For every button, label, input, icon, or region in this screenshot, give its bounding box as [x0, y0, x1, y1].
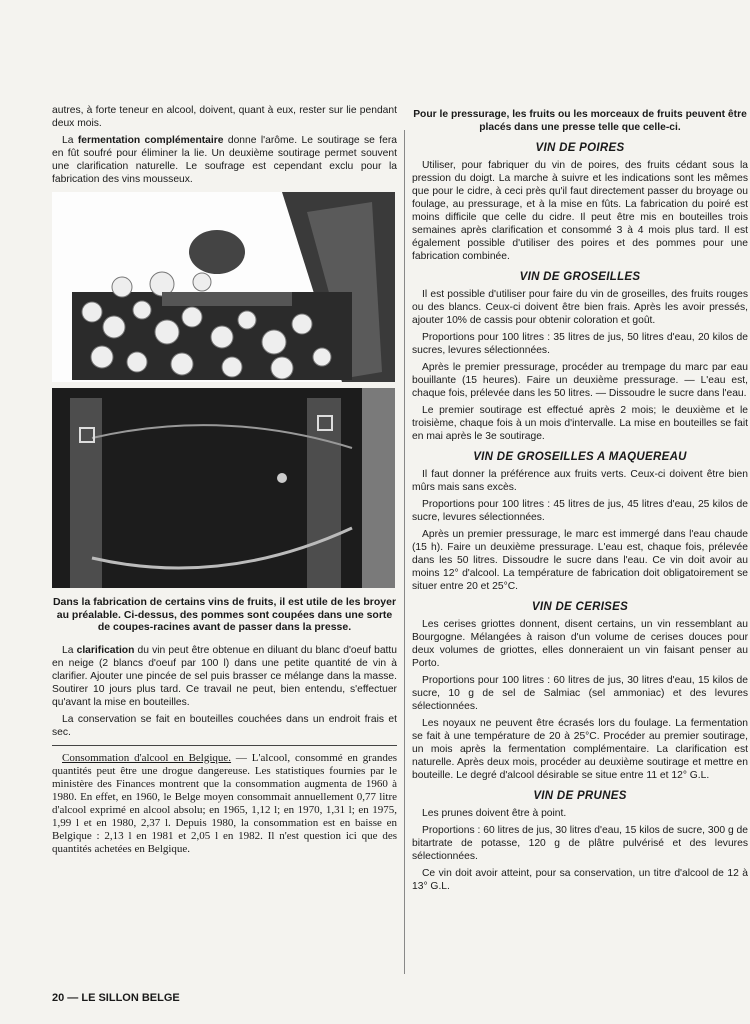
- heading-prunes: VIN DE PRUNES: [533, 790, 627, 802]
- paragraph-fermentation: La fermentation complémentaire donne l'arôme. Le soutirage se fera en fût soufré pour éliminer la lie. Un deuxième soutirage permet souvent une clarification naturelle. Le soufrage est cependant exclu pour la fabrication des vins mousseux.: [52, 135, 397, 185]
- right-column: [412, 108, 748, 897]
- paragraph-clarification: La clarification du vin peut être obtenue en diluant du blanc d'oeuf battu en neige (2 blancs d'oeuf par 100 l) dans une petite quantité de vin à clarifier. Ajouter une pincée de sel puis brasser ce mélange dans la masse. Soutirer 10 jours plus tard. Ce travail ne peut, bien entendu, s'effectuer qu'avant la mise en bouteilles.: [52, 644, 397, 708]
- paragraph-groseilles-3: Après le premier pressurage, procéder au trempage du marc par eau bouillante (15 heures). Faire un deuxième pressurage. — L'eau est, chaque fois, prélevée dans les 50 litres. — Dissoudre le sucre dans l'eau.: [412, 362, 748, 399]
- heading-poires: VIN DE POIRES: [535, 142, 625, 154]
- paragraph-conservation: La conservation se fait en bouteilles couchées dans un endroit frais et sec.: [52, 713, 397, 738]
- paragraph-prunes-1: Les prunes doivent être à point.: [422, 808, 567, 819]
- paragraph-maquereau-1: Il faut donner la préférence aux fruits verts. Ceux-ci doivent être bien mûrs mais sans excès.: [412, 469, 748, 493]
- photo-apples: [52, 192, 395, 382]
- heading-groseilles: VIN DE GROSEILLES: [519, 271, 641, 283]
- paragraph-cerises-1: Les cerises griottes donnent, disent certains, un vin ressemblant au Bourgogne. Mélangées à raison d'un volume de cerises douces pour deux volumes de griottes, elles donneraient un vin faisant penser au Porto.: [412, 619, 748, 669]
- paragraph-cerises-2: Proportions pour 100 litres : 60 litres de jus, 30 litres d'eau, 15 kilos de sucre, 10 g de sel de Salmiac (sel ammoniac) et des levures sélectionnées.: [412, 675, 748, 712]
- paragraph-maquereau-2: Proportions pour 100 litres : 45 litres de jus, 45 litres d'eau, 25 kilos de sucre, levures sélectionnées.: [412, 499, 748, 523]
- heading-cerises: VIN DE CERISES: [531, 601, 629, 613]
- paragraph-prunes-3: Ce vin doit avoir atteint, pour sa conservation, un titre d'alcool de 12 à 13° G.L.: [412, 868, 748, 892]
- term-fermentation: fermentation complémentaire: [77, 135, 224, 146]
- paragraph-maquereau-3: Après un premier pressurage, le marc est immergé dans l'eau chaude (15 h). Faire un deuxième pressurage. L'eau est, chaque fois, prélevée dans les 50 litres. Dissoudre le sucre dans l'eau. Ce vin doit avoir au moins 12° d'alcool. La température de fabrication doit obligatoirement se situer entre 20 et 25°C.: [412, 529, 748, 592]
- box-text: — L'alcool, consommé en grandes quantités peut être une drogue dangereuse. Les statistiques fournies par le ministère des Finances montrent que la consommation augmenta de 1960 à 1980. En effet, en 1960, le Belge moyen consommait annuellement 0,77 litre d'alcool exprimé en alcool absolu; en 1965, 1,12 l; en 1970, 1,31 l; en 1975, 1,99 l et en 1980, 2,37 l. Depuis 1980, la consommation est en baisse en Belgique : 2,13 l en 1981 et 2,05 l en 1982. Il n'est question ici que des quantités achetées en Belgique.: [52, 751, 398, 855]
- press-intro: Pour le pressurage, les fruits ou les morceaux de fruits peuvent être placés dans une presse telle que celle-ci.: [413, 109, 747, 133]
- paragraph-prunes-2: Proportions : 60 litres de jus, 30 litres d'eau, 15 kilos de sucre, 300 g de bitartrate de potasse, 120 g de plâtre pulvérisé et des levures sélectionnées.: [412, 825, 748, 862]
- alcohol-box: [52, 745, 397, 856]
- box-title: Consommation d'alcool en Belgique.: [62, 751, 232, 764]
- paragraph-lie: autres, à forte teneur en alcool, doivent, quant à eux, rester sur lie pendant deux mois.: [52, 105, 397, 129]
- photo-press: [52, 388, 395, 588]
- photo-caption: Dans la fabrication de certains vins de fruits, il est utile de les broyer au préalable. Ci-dessus, des pommes sont coupées dans une sorte de coupes-racines avant de passer dans la presse.: [52, 596, 397, 633]
- page-footer: 20 — LE SILLON BELGE: [52, 992, 180, 1004]
- paragraph-cerises-3: Les noyaux ne peuvent être écrasés lors du foulage. La fermentation se fait à une température de 20 à 25°C. Procéder au premier soutirage, un mois après la fermentation complémentaire. La clarification est naturelle. Après deux mois, procéder au deuxième soutirage et mettre en bouteille. Le degré d'alcool désirable se situe entre 11 et 12° G.L.: [412, 718, 748, 781]
- paragraph-poires: Utiliser, pour fabriquer du vin de poires, des fruits cédant sous la pression du doigt. La marche à suivre et les indications sont les mêmes que pour le cidre, à ceci près qu'il faut directement passer du broyage ou foulage, au pressurage, et à la mise en fûts. La fabrication du poiré est moins difficile que celle du cidre. Il peut être mis en bouteilles trois semaines après clarification et consommé 3 à 4 mois plus tard. Il est également possible d'utiliser des poires et des pommes pour une fabrication combinée.: [412, 160, 748, 262]
- paragraph-groseilles-2: Proportions pour 100 litres : 35 litres de jus, 50 litres d'eau, 20 kilos de sucres, levures sélectionnées.: [412, 332, 748, 356]
- term-clarification: clarification: [76, 644, 135, 656]
- paragraph-groseilles-1: Il est possible d'utiliser pour faire du vin de groseilles, des fruits rouges ou des blancs. Ceux-ci doivent être bien frais. Après les avoir pressés, ajouter 10% de cassis pour obtenir coloration et goût.: [412, 289, 748, 326]
- left-column: [52, 104, 397, 860]
- paragraph-groseilles-4: Le premier soutirage est effectué après 2 mois; le deuxième et le troisième, chaque fois à un mois d'intervalle. La mise en bouteilles se fait en mai après le 3e soutirage.: [412, 405, 748, 442]
- heading-maquereau: VIN DE GROSEILLES A MAQUEREAU: [473, 451, 687, 463]
- column-divider: [404, 130, 405, 974]
